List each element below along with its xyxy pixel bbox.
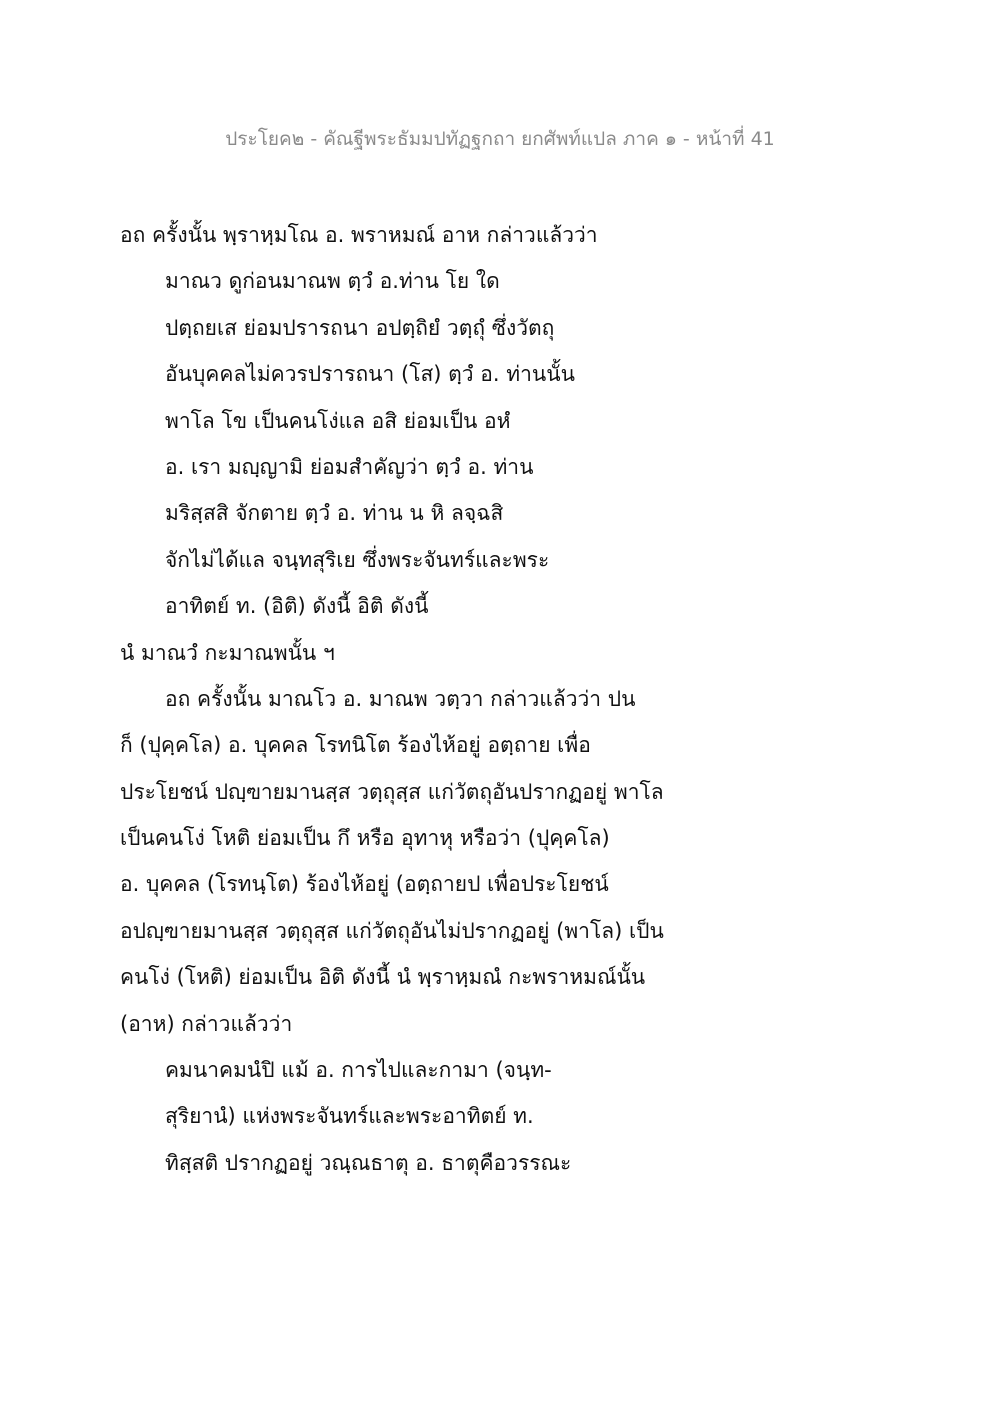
text-line-20: สุริยานํ) แห่งพระจันทร์และพระอาทิตย์ ท. — [165, 1104, 534, 1129]
text-line-6: อ. เรา มญฺญามิ ย่อมสำคัญว่า ตฺวํ อ. ท่าน — [165, 454, 534, 479]
text-line-4: อันบุคคลไม่ควรปรารถนา (โส) ตฺวํ อ. ท่านนั้น — [165, 362, 575, 387]
text-line-2: มาณว ดูก่อนมาณพ ตฺวํ อ.ท่าน โย ใด — [165, 269, 500, 294]
text-line-13: ประโยชน์ ปญฺฃายมานสฺส วตฺถุสฺส แก่วัตถุอันปรากฏอยู่ พาโล — [120, 779, 664, 804]
running-header: ประโยค๒ - คัณฐีพระธัมมปทัฏฐกถา ยกศัพท์แปล ภาค ๑ - หน้าที่ 41 — [225, 128, 775, 150]
text-line-5: พาโล โข เป็นคนโง่แล อสิ ย่อมเป็น อหํ — [165, 408, 511, 433]
text-line-16: อปญฺฃายมานสฺส วตฺถุสฺส แก่วัตถุอันไม่ปรากฏอยู่ (พาโล) เป็น — [120, 918, 664, 943]
text-line-17: คนโง่ (โหติ) ย่อมเป็น อิติ ดังนี้ นํ พฺราหฺมณํ กะพราหมณ์นั้น — [120, 965, 646, 990]
text-line-9: อาทิตย์ ท. (อิติ) ดังนี้ อิติ ดังนี้ — [165, 594, 429, 619]
text-line-3: ปตฺถยเส ย่อมปรารถนา อปตฺถิยํ วตฺถุํ ซึ่งวัตถุ — [165, 315, 555, 340]
text-line-14: เป็นคนโง่ โหติ ย่อมเป็น กึ หรือ อุทาหุ หรือว่า (ปุคฺคโล) — [120, 826, 610, 851]
text-line-7: มริสฺสสิ จักตาย ตฺวํ อ. ท่าน น หิ ลจฺฉสิ — [165, 501, 504, 526]
text-line-18: (อาห) กล่าวแล้วว่า — [120, 1011, 293, 1036]
text-line-15: อ. บุคคล (โรทนฺโต) ร้องไห้อยู่ (อตฺถายป เพื่อประโยชน์ — [120, 872, 609, 897]
text-line-1: อถ ครั้งนั้น พฺราหฺมโณ อ. พราหมณ์ อาห กล่าวแล้วว่า — [120, 223, 598, 247]
text-line-11: อถ ครั้งนั้น มาณโว อ. มาณพ วตฺวา กล่าวแล้วว่า ปน — [165, 686, 636, 711]
text-line-21: ทิสฺสติ ปรากฏอยู่ วณฺณธาตุ อ. ธาตุคือวรรณะ — [165, 1150, 572, 1175]
text-line-12: ก็ (ปุคฺคโล) อ. บุคคล โรทนิโต ร้องไห้อยู่ อตฺถาย เพื่อ — [120, 733, 591, 758]
text-line-10: นํ มาณวํ กะมาณพนั้น ฯ — [120, 640, 335, 665]
text-line-8: จักไม่ได้แล จนฺทสุริเย ซึ่งพระจันทร์และพระ — [165, 547, 550, 572]
body-text — [120, 212, 680, 1186]
text-line-19: คมนาคมนํปิ แม้ อ. การไปและกามา (จนฺท- — [165, 1058, 552, 1083]
